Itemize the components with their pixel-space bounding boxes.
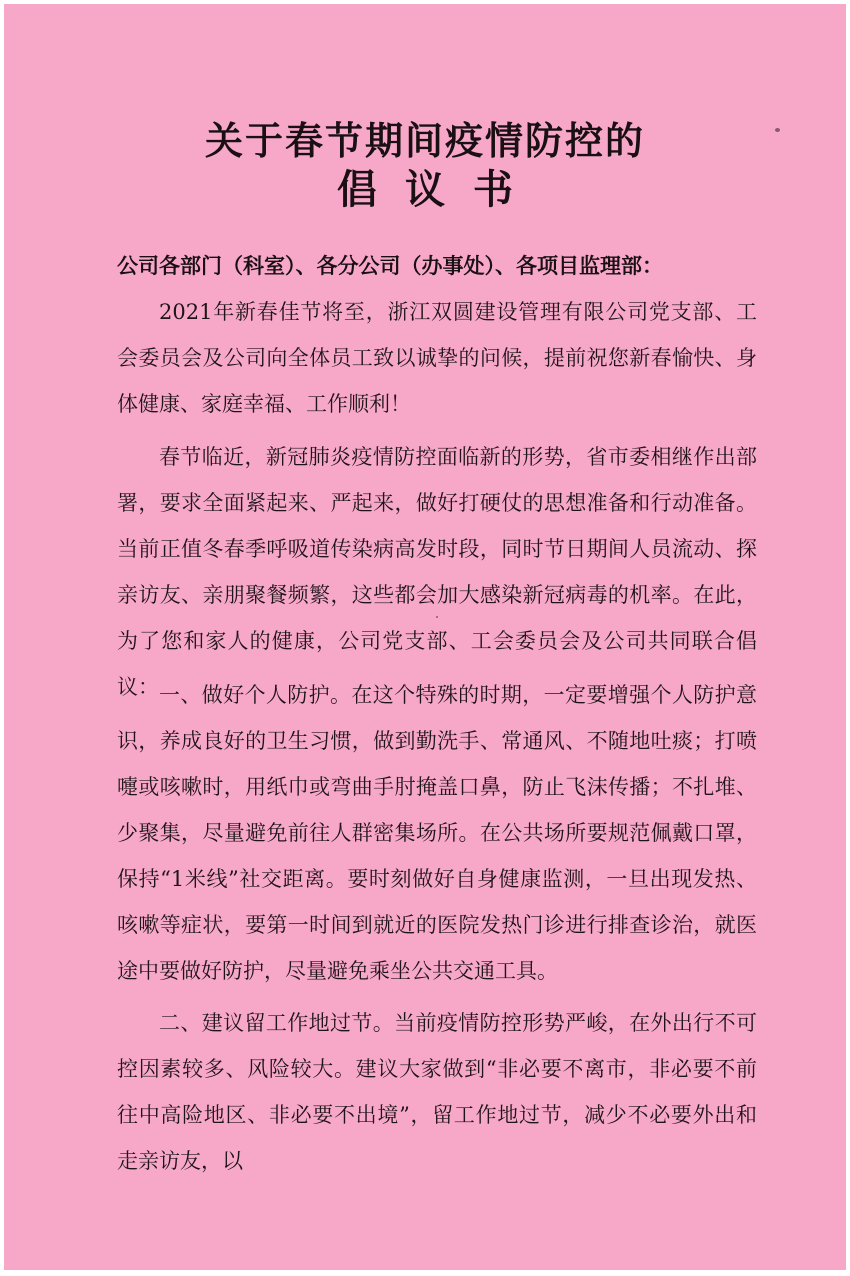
- paragraph-personal-protection: 一、做好个人防护。在这个特殊的时期，一定要增强个人防护意识，养成良好的卫生习惯，做到勤洗手、常通风、不随地吐痰；打喷嚏或咳嗽时，用纸巾或弯曲手肘掩盖口鼻，防止飞沫传播；不扎堆、少聚集，尽量避免前往人群密集场所。在公共场所要规范佩戴口罩，保持“1米线”社交距离。要时刻做好自身健康监测，一旦出现发热、咳嗽等症状，要第一时间到就近的医院发热门诊进行排查诊治，就医途中要做好防护，尽量避免乘坐公共交通工具。: [117, 683, 757, 983]
- document-title-line-2: 倡议书: [337, 167, 541, 213]
- document-page: [4, 4, 846, 1270]
- salutation: 公司各部门（科室）、各分公司（办事处）、各项目监理部：: [117, 254, 663, 278]
- paragraph-background: 春节临近，新冠肺炎疫情防控面临新的形势，省市委相继作出部署，要求全面紧起来、严起来，做好打硬仗的思想准备和行动准备。当前正值冬春季呼吸道传染病高发时段，同时节日期间人员流动、探亲访友、亲朋聚餐频繁，这些都会加大感染新冠病毒的机率。在此，为了您和家人的健康，公司党支部、工会委员会及公司共同联合倡议：: [117, 445, 757, 699]
- scan-speck: [775, 128, 780, 132]
- document-title-line-1: 关于春节期间疫情防控的: [204, 119, 645, 163]
- paragraph-greeting: 2021年新春佳节将至，浙江双圆建设管理有限公司党支部、工会委员会及公司向全体员工致以诚挚的问候，提前祝您新春愉快、身体健康、家庭幸福、工作顺利！: [117, 300, 757, 416]
- scan-speck: [436, 616, 438, 618]
- paragraph-stay-local: 二、建议留工作地过节。当前疫情防控形势严峻，在外出行不可控因素较多、风险较大。建议大家做到“非必要不离市，非必要不前往中高险地区、非必要不出境”，留工作地过节，减少不必要外出和走亲访友，以: [117, 1011, 757, 1173]
